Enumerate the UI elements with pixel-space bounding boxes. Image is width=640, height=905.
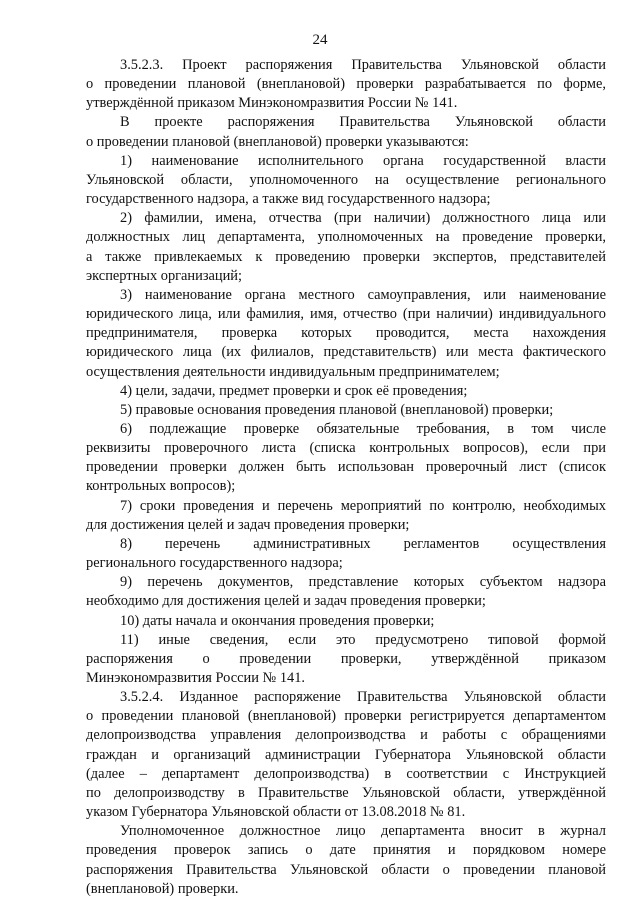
paragraph-line: экспертных организаций; — [86, 267, 242, 284]
paragraph — [86, 535, 606, 573]
paragraph — [86, 573, 606, 611]
paragraph-line: 11) иные сведения, если это предусмотрено типовой формой — [120, 631, 606, 648]
paragraph-line: 3) наименование органа местного самоуправления, или наименование — [120, 286, 606, 303]
paragraph-line: а также привлекаемых к проведению проверки экспертов, представителей — [86, 248, 606, 265]
paragraph-line: 4) цели, задачи, предмет проверки и срок её проведения; — [120, 382, 468, 399]
paragraph-line: по делопроизводству в Правительстве Ульяновской области, утверждённой — [86, 784, 606, 801]
paragraph-line: 6) подлежащие проверке обязательные требования, в том числе — [120, 420, 606, 437]
paragraph-line: распоряжения Правительства Ульяновской области о проведении плановой — [86, 861, 606, 878]
paragraph-line: о проведении плановой (внеплановой) проверки разрабатывается по форме, — [86, 76, 606, 93]
paragraph-line: 7) сроки проведения и перечень мероприятий по контролю, необходимых — [120, 497, 606, 514]
paragraph-line: для достижения целей и задач проведения проверки; — [86, 516, 410, 533]
paragraph-line: Уполномоченное должностное лицо департамента вносит в журнал — [120, 823, 606, 840]
paragraph-line: осуществления деятельности индивидуальным предпринимателем; — [86, 363, 500, 380]
paragraph — [86, 286, 606, 382]
paragraph — [86, 152, 606, 209]
paragraph — [86, 113, 606, 151]
paragraph-line: проведении проверки должен быть использован проверочный лист (список — [86, 459, 606, 476]
paragraph — [86, 382, 606, 401]
paragraph — [86, 688, 606, 822]
paragraph-line: должностных лиц департамента, уполномоченных на проведение проверки, — [86, 229, 606, 246]
paragraph-line: проведения проверок запись о дате принятия и порядковом номере — [86, 842, 606, 859]
paragraph — [86, 56, 606, 113]
paragraph — [86, 497, 606, 535]
paragraph-line: 5) правовые основания проведения плановой (внеплановой) проверки; — [120, 401, 554, 418]
paragraph-line: 10) даты начала и окончания проведения проверки; — [120, 612, 435, 629]
paragraph-line: 3.5.2.4. Изданное распоряжение Правительства Ульяновской области — [120, 689, 606, 706]
paragraph-line: контрольных вопросов); — [86, 478, 236, 495]
paragraph-line: 8) перечень административных регламентов осуществления — [120, 535, 606, 552]
page-number: 24 — [312, 32, 328, 48]
paragraph-line: 1) наименование исполнительного органа государственной власти — [120, 152, 606, 169]
paragraph-line: о проведении плановой (внеплановой) проверки регистрируется департаментом — [86, 708, 606, 725]
paragraph — [86, 209, 606, 286]
paragraph — [86, 420, 606, 497]
paragraph-line: граждан и организаций администрации Губернатора Ульяновской области — [86, 746, 606, 763]
paragraph-line: реквизиты проверочного листа (списка контрольных вопросов), если при — [86, 440, 606, 457]
paragraph-line: регионального государственного надзора; — [86, 555, 343, 572]
paragraph-line: делопроизводства управления делопроизводства и работы с обращениями — [86, 727, 606, 744]
paragraph-line: указом Губернатора Ульяновской области от 13.08.2018 № 81. — [86, 804, 466, 821]
paragraph-line: Минэкономразвития России № 141. — [86, 670, 306, 686]
paragraph-line: (далее – департамент делопроизводства) в соответствии с Инструкцией — [86, 765, 606, 782]
paragraph-line: утверждённой приказом Минэкономразвития России № 141. — [86, 95, 458, 112]
document-body — [86, 56, 606, 899]
paragraph — [86, 612, 606, 631]
paragraph-line: предпринимателя, проверка которых проводится, места нахождения — [86, 325, 606, 342]
paragraph-line: В проекте распоряжения Правительства Ульяновской области — [120, 114, 606, 131]
paragraph-line: Ульяновской области, уполномоченного на осуществление регионального — [86, 171, 606, 188]
paragraph — [86, 401, 606, 420]
paragraph-line: юридического лица (их филиалов, представительств) или места фактического — [86, 344, 606, 361]
paragraph-line: о проведении плановой (внеплановой) проверки указываются: — [86, 133, 469, 150]
paragraph — [86, 822, 606, 899]
paragraph-line: необходимо для достижения целей и задач проведения проверки; — [86, 593, 486, 610]
paragraph-line: 3.5.2.3. Проект распоряжения Правительства Ульяновской области — [120, 57, 606, 73]
paragraph-line: юридического лица, или фамилия, имя, отчество (при наличии) индивидуального — [86, 306, 606, 323]
paragraph-line: 9) перечень документов, представление которых субъектом надзора — [120, 574, 606, 591]
paragraph-line: государственного надзора, а также вид государственного надзора; — [86, 191, 491, 208]
paragraph — [86, 631, 606, 688]
paragraph-line: (внеплановой) проверки. — [86, 880, 239, 897]
paragraph-line: распоряжения о проведении проверки, утверждённой приказом — [86, 650, 606, 667]
paragraph-line: 2) фамилии, имена, отчества (при наличии) должностного лица или — [120, 210, 606, 227]
